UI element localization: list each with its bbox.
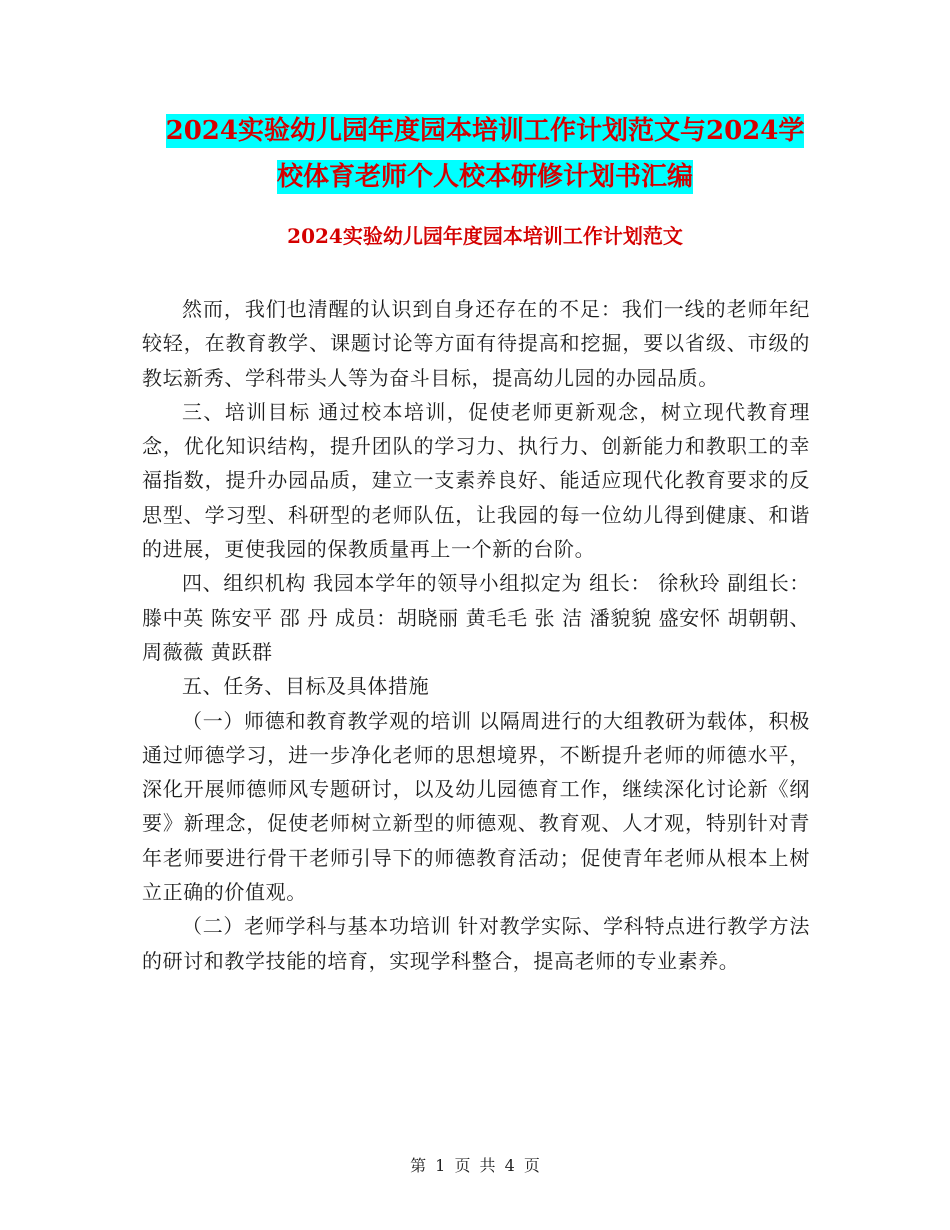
paragraph: 然而，我们也清醒的认识到自身还存在的不足：我们一线的老师年纪较轻，在教育教学、课题讨论等方面有待提高和挖掘，要以省级、市级的教坛新秀、学科带头人等为奋斗目标，提高幼儿园的办园品质。 (142, 297, 810, 390)
paragraph: 五、任务、目标及具体措施 (182, 674, 430, 699)
paragraph: 三、培训目标 通过校本培训，促使老师更新观念，树立现代教育理念，优化知识结构，提升团队的学习力、执行力、创新能力和教职工的幸福指数，提升办园品质，建立一支素养良好、能适应现代化教育要求的反思型、学习型、科研型的老师队伍，让我园的每一位幼儿得到健康、和谐的进展，更使我园的保教质量再上一个新的台阶。 (142, 399, 810, 562)
section-title: 2024实验幼儿园年度园本培训工作计划范文 (287, 224, 683, 248)
document-title-line-2: 校体育老师个人校本研修计划书汇编 (276, 162, 693, 192)
document-body (142, 292, 810, 978)
document-title (140, 108, 830, 200)
document-title-line-1: 2024实验幼儿园年度园本培训工作计划范文与2024学 (165, 116, 805, 146)
paragraph: （一）师德和教育教学观的培训 以隔周进行的大组教研为载体，积极通过师德学习，进一步净化老师的思想境界，不断提升老师的师德水平，深化开展师德师风专题研讨，以及幼儿园德育工作，继续深化讨论新《纲要》新理念，促使老师树立新型的师德观、教育观、人才观，特别针对青年老师要进行骨干老师引导下的师德教育活动；促使青年老师从根本上树立正确的价值观。 (142, 708, 810, 905)
page-number-footer: 第 1 页 共 4 页 (410, 1156, 540, 1175)
paragraph: 四、组织机构 我园本学年的领导小组拟定为 组长： 徐秋玲 副组长：滕中英 陈安平 邵 丹 成员：胡晓丽 黄毛毛 张 洁 潘貌貌 盛安怀 胡朝朝、周薇薇 黄跃群 (142, 571, 810, 664)
paragraph: （二）老师学科与基本功培训 针对教学实际、学科特点进行教学方法的研讨和教学技能的培育，实现学科整合，提高老师的专业素养。 (142, 914, 810, 973)
